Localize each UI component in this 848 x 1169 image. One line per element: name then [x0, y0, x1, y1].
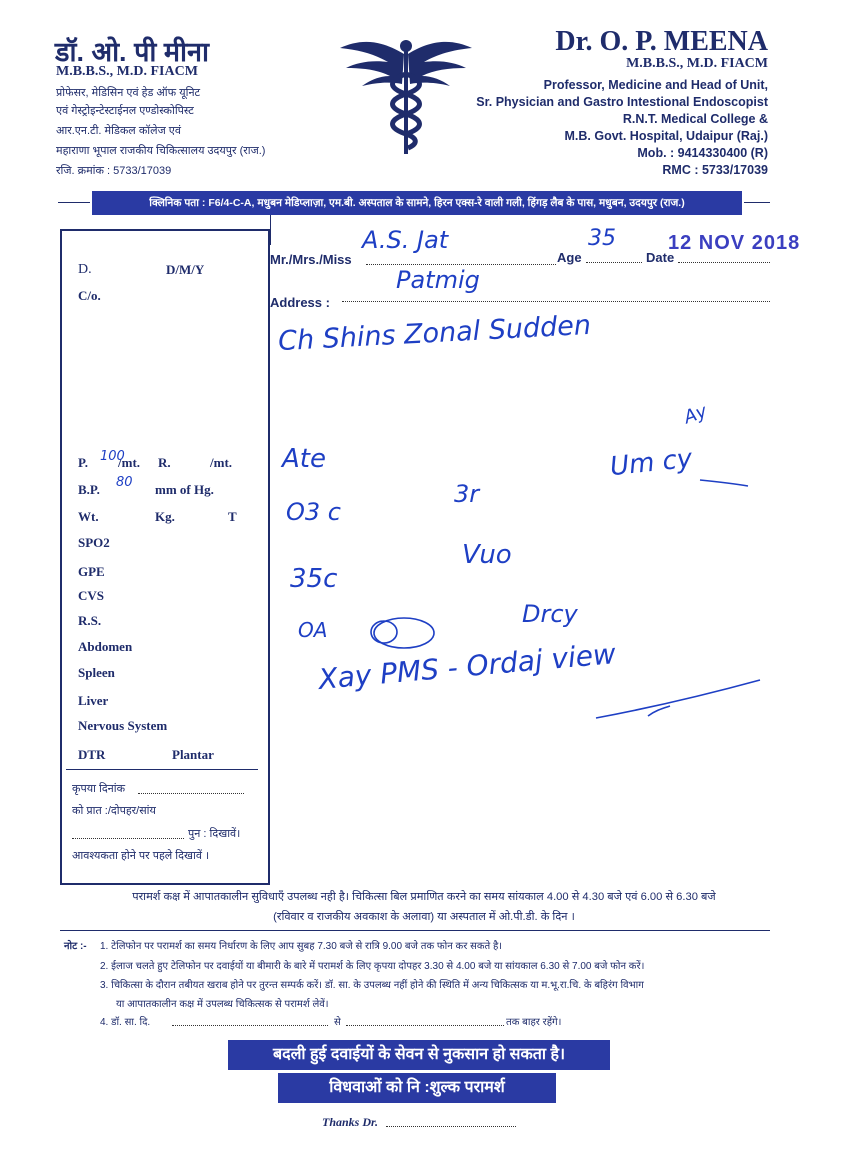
resp-unit: /mt.: [210, 455, 233, 470]
doctor-name-hindi: डॉ. ओ. पी मीना: [55, 37, 210, 67]
note-4a: 4. डॉ. सा. दि.: [100, 1017, 151, 1028]
consult-note-2: (रविवार व राजकीय अवकाश के अलावा) या अस्पताल में ओ.पी.डी. के दिन ।: [273, 911, 575, 923]
handwritten-note-2: O3 c: [286, 498, 341, 526]
note-4b: से: [334, 1017, 341, 1028]
mobile-number: Mob. : 9414330400 (R): [637, 146, 768, 160]
exam-liver: Liver: [78, 693, 109, 708]
handwritten-note-7: Drcy: [522, 600, 578, 628]
kg-label: Kg.: [155, 509, 175, 524]
address-label: Address :: [270, 295, 330, 310]
handwritten-note-5: Vuo: [462, 540, 512, 570]
exam-cvs: CVS: [78, 588, 105, 603]
resp-label: R.: [158, 455, 171, 470]
doctor-name-english: Dr. O. P. MEENA: [555, 26, 768, 57]
handwritten-signature: Ay: [681, 400, 710, 429]
handwritten-note-8: OA: [298, 618, 328, 642]
handwritten-complaint: Ch Shins Zonal Sudden: [277, 309, 592, 358]
temp-label: T: [228, 509, 237, 524]
plantar-label: Plantar: [172, 747, 214, 762]
degrees-right: M.B.B.S., M.D. FIACM: [626, 56, 768, 71]
designation-hi-1: प्रोफेसर, मेडिसिन एवं हेड ऑफ यूनिट: [56, 87, 201, 99]
degrees-left: M.B.B.S., M.D. FIACM: [56, 64, 198, 79]
exam-abdomen: Abdomen: [78, 639, 133, 654]
exam-spo2: SPO2: [78, 535, 110, 550]
followup-time-label: को प्रात :/दोपहर/सांय: [72, 805, 156, 817]
date-stamp: 12 NOV 2018: [668, 232, 801, 254]
date-label: Date: [646, 250, 675, 265]
handwritten-name: A.S. Jat: [362, 226, 449, 254]
rmc-number: RMC : 5733/17039: [662, 163, 768, 177]
exam-nervous-system: Nervous System: [78, 718, 168, 733]
designation-hi-4: महाराणा भूपाल राजकीय चिकित्सालय उदयपुर (राज.): [56, 145, 266, 157]
notes-label: नोट :-: [64, 941, 87, 952]
note-4c: तक बाहर रहेंगे।: [506, 1017, 562, 1028]
bp-unit: mm of Hg.: [155, 482, 214, 497]
clinic-address-banner: क्लिनिक पता : F6/4-C-A, मधुबन मेडिप्लाज़ा, एम.बी. अस्पताल के सामने, हिरन एक्स-रे वाली गली, हिंगड़ लैब के पास, मधुबन, उदयपुर (राज.): [92, 191, 742, 215]
followup-early-note: आवश्यकता होने पर पहले दिखावें ।: [72, 850, 210, 862]
thanks-line: [386, 1126, 516, 1127]
note-3a: 3. चिकित्सा के दौरान तबीयत खराब होने पर तुरन्त सम्पर्क करें। डॉ. सा. के उपलब्ध नहीं होने की स्थिति में अन्य चिकित्सक या म.भू.रा.चि. के बहिरंग विभाग: [100, 980, 644, 991]
bp-label: B.P.: [78, 482, 100, 497]
registration-hi: रजि. क्रमांक : 5733/17039: [56, 165, 172, 177]
handwritten-bp: 80: [116, 475, 133, 490]
note-4-date-to: [346, 1025, 504, 1026]
followup-date-label: कृपया दिनांक: [72, 783, 126, 795]
note-3b: या आपातकालीन कक्ष में उपलब्ध चिकित्सक से परामर्श लेवें।: [116, 999, 329, 1010]
name-label: Mr./Mrs./Miss: [270, 252, 352, 267]
d-label: D.: [78, 262, 92, 277]
notes-rule: [60, 930, 770, 931]
note-1: 1. टेलिफोन पर परामर्श का समय निर्धारण के लिए आप सुबह 7.30 बजे से रात्रि 9.00 बजे तक फोन कर सकते है।: [100, 941, 503, 952]
handwritten-pulse: 100: [100, 449, 125, 464]
handwritten-note-9: Xay PMS - Ordaj view: [317, 637, 618, 696]
age-label: Age: [557, 250, 582, 265]
weight-label: Wt.: [78, 509, 99, 524]
exam-gpe: GPE: [78, 564, 105, 579]
dmy-label: D/M/Y: [166, 262, 205, 277]
warning-banner: बदली हुई दवाईयों के सेवन से नुकसान हो सकता है।: [228, 1040, 610, 1070]
consult-note-1: परामर्श कक्ष में आपातकालीन सुविधाएँ उपलब्ध नही है। चिकित्सा बिल प्रमाणित करने का समय सांयकाल 4.00 से 4.30 बजे एवं 6.00 से 6.30 बजे: [132, 891, 716, 903]
handwritten-note-3: 3r: [454, 480, 480, 508]
pulse-label: P.: [78, 455, 88, 470]
note-4-date-from: [172, 1025, 328, 1026]
pulse-unit: /mt.: [118, 455, 141, 470]
note-2: 2. ईलाज चलते हुए टेलिफोन पर दवाईयों या बीमारी के बारे में परामर्श के लिए कृपया दोपहर 3.30 से 4.00 बजे या सांयकाल 6.30 से 7.00 बजे फोन करें।: [100, 961, 645, 972]
dtr-label: DTR: [78, 747, 106, 762]
handwritten-age: 35: [588, 226, 616, 251]
exam-spleen: Spleen: [78, 665, 115, 680]
designation-en-4: M.B. Govt. Hospital, Udaipur (Raj.): [564, 129, 768, 143]
designation-en-3: R.N.T. Medical College &: [622, 112, 768, 126]
designation-hi-3: आर.एन.टी. मेडिकल कॉलेज एवं: [56, 125, 181, 137]
handwritten-address: Patmig: [396, 266, 480, 294]
co-label: C/o.: [78, 288, 101, 303]
free-consult-banner: विधवाओं को नि :शुल्क परामर्श: [278, 1073, 556, 1103]
designation-en-1: Professor, Medicine and Head of Unit,: [543, 78, 768, 92]
exam-rs: R.S.: [78, 613, 102, 628]
thanks-label: Thanks Dr.: [322, 1115, 379, 1129]
handwritten-note-6: 35c: [290, 564, 338, 594]
followup-revisit-label: पुन : दिखावें।: [188, 828, 241, 840]
handwritten-note-4: Um cy: [608, 443, 694, 483]
handwritten-note-1: Ate: [282, 444, 326, 474]
designation-hi-2: एवं गेस्ट्रोइन्टेस्टाईनल एण्डोस्कोपिस्ट: [56, 105, 194, 117]
designation-en-2: Sr. Physician and Gastro Intestional Endoscopist: [476, 95, 768, 109]
